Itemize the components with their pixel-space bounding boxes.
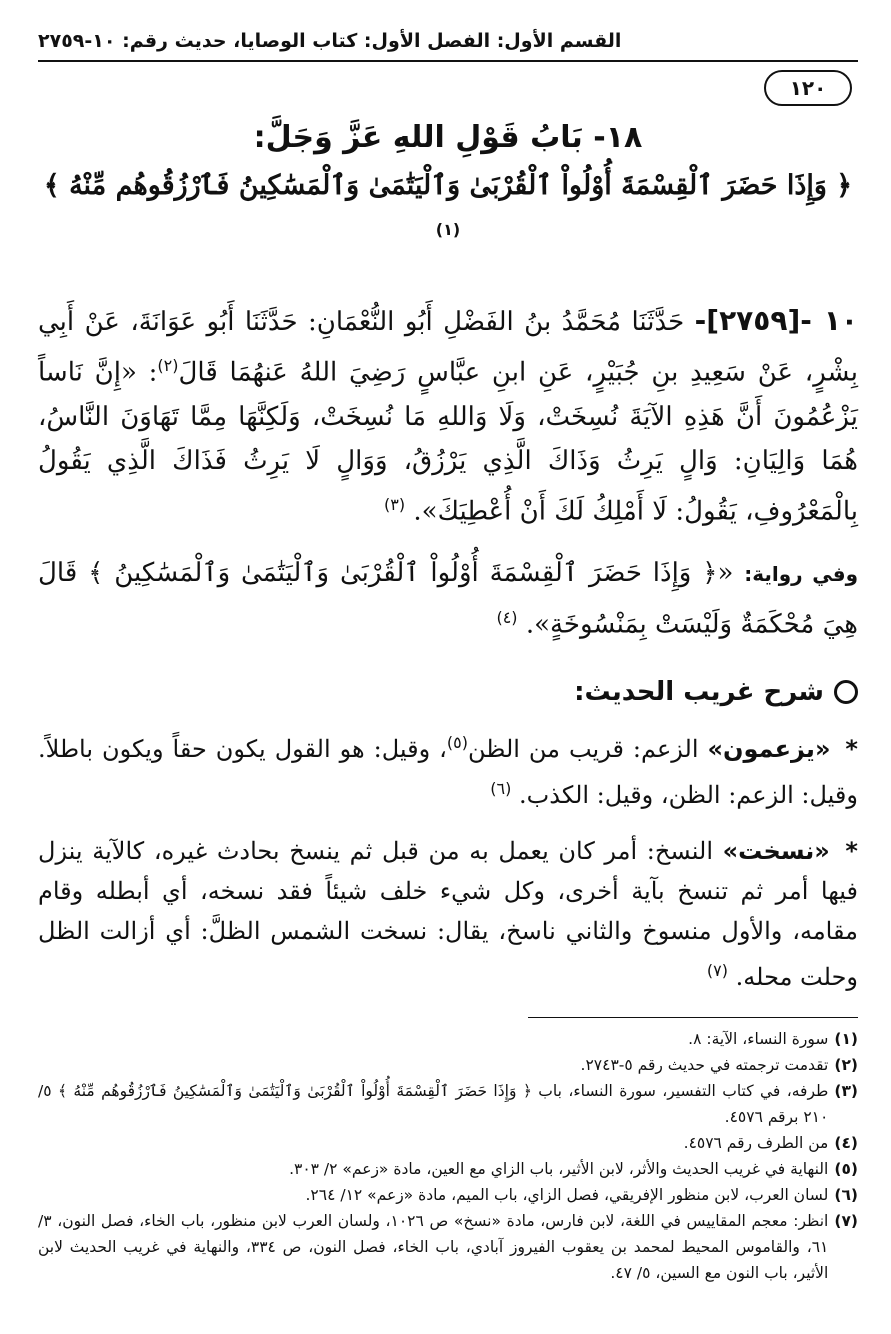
footnote-number: (٣) xyxy=(834,1081,858,1100)
glossary-term: «نسخت» xyxy=(722,836,830,865)
chapter-verse xyxy=(38,164,858,259)
verse-text: ﴿ وَإِذَا حَضَرَ ٱلْقِسْمَةَ أُوْلُواْ ٱلْقُرْبَىٰ وَٱلْيَتَٰمَىٰ وَٱلْمَسَٰكِينُ فَٱرْزُقُوهُم مِّنْهُ ﴾ xyxy=(43,170,853,201)
footnote-ref-1: (١) xyxy=(435,220,461,239)
hadith-chain: حَدَّثَنَا مُحَمَّدُ بنُ الفَضْلِ أَبُو النُّعْمَانِ: حَدَّثَنَا أَبُو عَوَانَةَ، عَنْ أَبِي بِشْرٍ، عَنْ سَعِيدِ بنِ جُبَيْرٍ، عَنِ ابنِ عبَّاسٍ رَضِيَ اللهُ عَنهُمَا قَالَ xyxy=(38,307,858,388)
glossary-definition: الزعم: قريب من الظن xyxy=(468,734,699,763)
footnote-text: من الطرف رقم ٤٥٧٦. xyxy=(683,1133,829,1152)
footnote-number: (٧) xyxy=(834,1211,858,1230)
footnote-ref-5: (٥) xyxy=(446,732,468,752)
glossary-item xyxy=(38,723,858,815)
footnote-separator xyxy=(528,1017,858,1018)
footnote-ref-7: (٧) xyxy=(706,960,728,980)
footnote xyxy=(38,1182,858,1208)
footnote-text: طرفه، في كتاب التفسير، سورة النساء، باب ﴿ وَإِذَا حَضَرَ ٱلْقِسْمَةَ أُوْلُواْ ٱلْقُرْبَىٰ وَٱلْيَتَٰمَىٰ وَٱلْمَسَٰكِينُ فَٱرْزُقُوهُم مِّنْهُ ﴾ ٥/ ٢١٠ برقم ٤٥٧٦. xyxy=(38,1081,829,1126)
running-title: القسم الأول: الفصل الأول: كتاب الوصايا، حديث رقم: ١٠-٢٧٥٩ xyxy=(38,30,622,52)
footnote-number: (٦) xyxy=(834,1185,858,1204)
footnote-text: النهاية في غريب الحديث والأثر، لابن الأثير، باب الزاي مع العين، مادة «زعم» ٢/ ٣٠٣. xyxy=(289,1159,829,1178)
hadith-matn: : «إِنَّ نَاساً يَزْعُمُونَ أَنَّ هَذِهِ الآيَةَ نُسِخَتْ، وَلَا وَاللهِ مَا نُسِخَتْ، وَلَكِنَّهَا مِمَّا تَهَاوَنَ النَّاسُ، هُمَا وَالِيَانِ: وَالٍ يَرِثُ وَذَاكَ الَّذِي يَرْزُقُ، وَوَالٍ لَا يَرِثُ فَذَاكَ الَّذِي يَقُولُ بِالْمَعْرُوفِ، يَقُولُ: لَا أَمْلِكُ لَكَ أَنْ أُعْطِيَكَ». xyxy=(38,357,858,527)
footnote-number: (٢) xyxy=(834,1055,858,1074)
glossary-heading xyxy=(38,677,858,707)
footnote xyxy=(38,1156,858,1182)
footnote-ref-3: (٣) xyxy=(384,494,406,514)
footnote xyxy=(38,1052,858,1078)
footnote xyxy=(38,1078,858,1130)
footnotes xyxy=(38,1026,858,1286)
page-number-badge xyxy=(764,70,852,106)
book-page xyxy=(38,28,858,1318)
variant-narration xyxy=(38,551,858,647)
footnote xyxy=(38,1026,858,1052)
footnote-number: (٥) xyxy=(834,1159,858,1178)
footnote-number: (٤) xyxy=(834,1133,858,1152)
footnote-text: لسان العرب، لابن منظور الإفريقي، فصل الزاي، باب الميم، مادة «زعم» ١٢/ ٢٦٤. xyxy=(305,1185,829,1204)
glossary-heading-text: شرح غريب الحديث: xyxy=(574,676,824,707)
footnote-text: سورة النساء، الآية: ٨. xyxy=(688,1029,829,1048)
footnote-ref-2: (٢) xyxy=(157,356,179,375)
glossary-definition: النسخ: أمر كان يعمل به من قبل ثم ينسخ بحادث غيره، كالآية ينزل فيها أمر ثم تنسخ بآية أخرى، وكل شيء خلف شيئاً فقد نسخه، أي أبطله وقام مقامه، والأول منسوخ والثاني ناسخ، يقال: نسخت الشمس الظلَّ: أي أزالت الظل وحلت محله. xyxy=(38,836,858,991)
footnote-ref-6: (٦) xyxy=(490,778,512,798)
variant-label: وفي رواية: xyxy=(744,562,858,587)
footnote-ref-4: (٤) xyxy=(496,608,518,628)
footnote-number: (١) xyxy=(834,1029,858,1048)
footnote-text: انظر: معجم المقاييس في اللغة، لابن فارس، مادة «نسخ» ص ١٠٢٦، ولسان العرب لابن منظور، باب الخاء، فصل النون، ٣/ ٦١، والقاموس المحيط لمحمد بن يعقوب الفيروز آبادي، باب الخاء، فصل النون، ص ٣٣٤، والنهاية في غريب الحديث لابن الأثير، باب النون مع السين، ٥/ ٤٧. xyxy=(38,1211,829,1282)
glossary-definition-cont: ، وقيل: هو القول يكون حقاً ويكون باطلاً. وقيل: الزعم: الظن، وقيل: الكذب. xyxy=(38,734,858,809)
glossary-item xyxy=(38,831,858,997)
footnote-text: تقدمت ترجمته في حديث رقم ٥-٢٧٤٣. xyxy=(580,1055,829,1074)
asterisk-icon: * xyxy=(845,836,858,865)
chapter-title: ١٨- بَابُ قَوْلِ اللهِ عَزَّ وَجَلَّ: xyxy=(253,120,643,155)
page-number: ١٢٠ xyxy=(789,76,827,100)
footnote xyxy=(38,1208,858,1286)
glossary-term: «يزعمون» xyxy=(707,734,831,763)
circle-bullet-icon xyxy=(834,680,858,704)
running-header xyxy=(38,28,858,62)
asterisk-icon: * xyxy=(845,734,858,763)
variant-text: «﴿ وَإِذَا حَضَرَ ٱلْقِسْمَةَ أُوْلُواْ ٱلْقُرْبَىٰ وَٱلْيَتَٰمَىٰ وَٱلْمَسَٰكِينُ ﴾ قَالَ هِيَ مُحْكَمَةٌ وَلَيْسَتْ بِمَنْسُوخَةٍ». xyxy=(38,558,858,640)
footnote xyxy=(38,1130,858,1156)
hadith-number: ١٠ -[٢٧٥٩]- xyxy=(694,304,858,337)
hadith-text xyxy=(38,299,858,533)
